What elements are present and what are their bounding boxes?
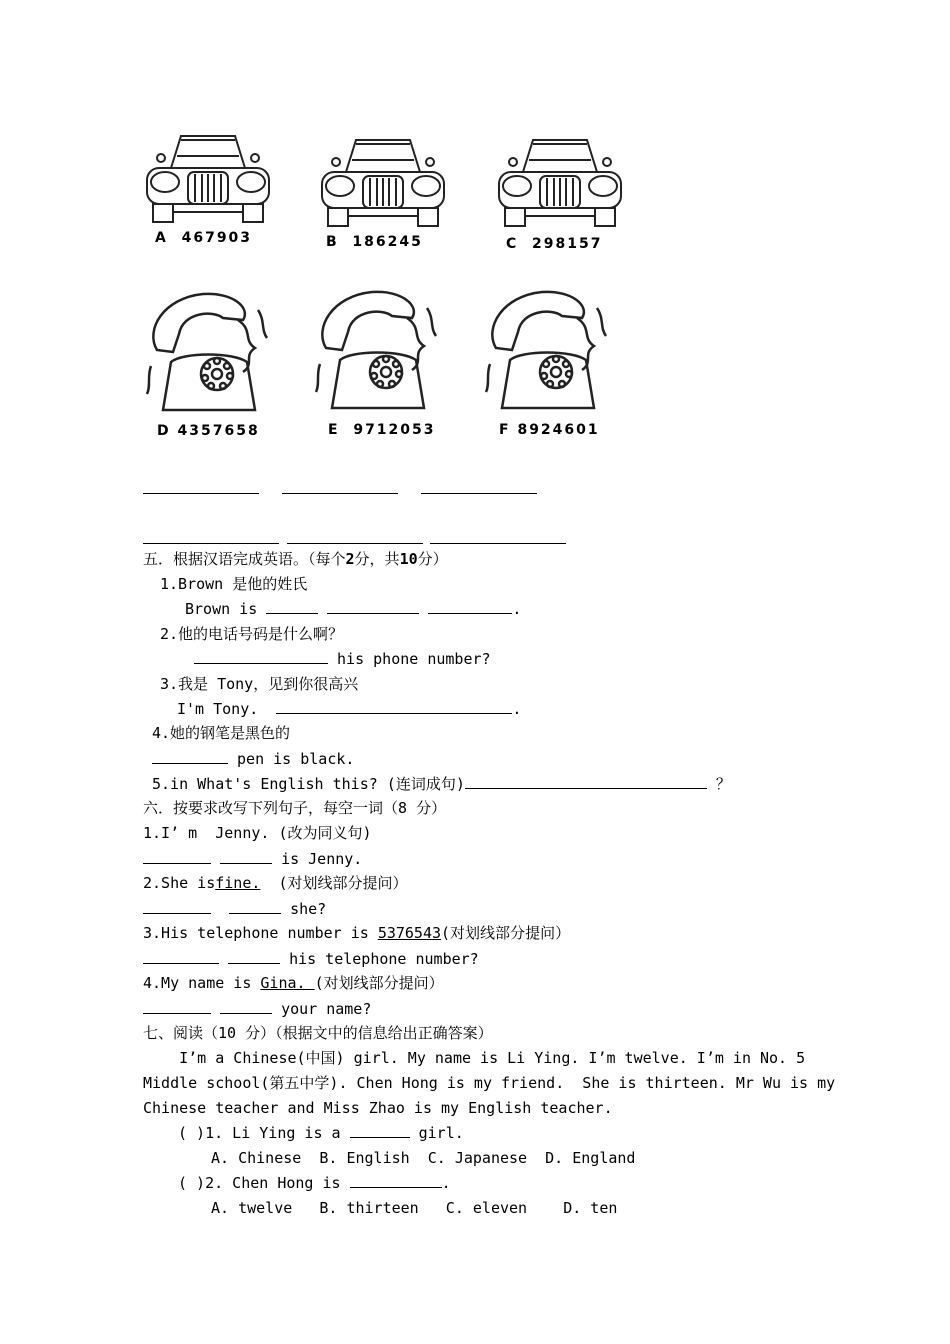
answer-line-5[interactable]	[287, 543, 423, 544]
s7-q2: ( )2. Chen Hong is .	[178, 1174, 451, 1192]
telephone-icon	[143, 290, 273, 415]
telephone-icon	[482, 288, 612, 413]
reading-passage-line-3: Chinese teacher and Miss Zhao is my English teacher.	[143, 1099, 613, 1117]
s6-q1: 1.I’ m Jenny. (改为同义句)	[143, 824, 372, 842]
phone-picture-f	[482, 288, 612, 408]
s6-q2-ans: she?	[143, 899, 326, 919]
blank[interactable]	[266, 599, 318, 614]
s5-q4-en: pen is black.	[152, 749, 354, 769]
phone-label-d: D 4357658	[157, 423, 260, 439]
phone-picture-d	[143, 290, 273, 410]
blank[interactable]	[143, 999, 211, 1014]
car-icon	[318, 132, 448, 232]
phone-picture-e	[312, 288, 442, 408]
car-label-b: B 186245	[326, 234, 423, 250]
section7-heading: 七、阅读（10 分）（根据文中的信息给出正确答案）	[143, 1024, 493, 1042]
blank[interactable]	[428, 599, 512, 614]
answer-line-3[interactable]	[421, 493, 537, 494]
s6-q3-ans: his telephone number?	[143, 949, 479, 969]
blank[interactable]	[228, 949, 280, 964]
answer-line-1[interactable]	[143, 493, 259, 494]
answer-line-6[interactable]	[430, 543, 566, 544]
s5-q3-cn: 3.我是 Tony，见到你很高兴	[160, 675, 359, 693]
blank[interactable]	[194, 649, 328, 664]
s7-q2-options[interactable]: A. twelve B. thirteen C. eleven D. ten	[211, 1199, 618, 1217]
s6-q4: 4.My name is Gina. (对划线部分提问）	[143, 974, 444, 992]
s7-q1: ( )1. Li Ying is a girl.	[178, 1124, 464, 1142]
section5-heading: 五．根据汉语完成英语。（每个2分，共10分）	[143, 550, 448, 568]
blank[interactable]	[143, 849, 211, 864]
answer-line-2[interactable]	[282, 493, 398, 494]
s6-q3: 3.His telephone number is 5376543(对划线部分提问）	[143, 924, 571, 942]
blank[interactable]	[220, 849, 272, 864]
car-picture-c	[495, 132, 625, 252]
car-label-c: C 298157	[506, 236, 603, 252]
s5-q5: 5.in What's English this? (连词成句) ？	[152, 775, 731, 793]
section6-heading: 六．按要求改写下列句子，每空一词（8 分）	[143, 799, 447, 817]
blank[interactable]	[276, 699, 512, 714]
s5-q3-en: I'm Tony. .	[177, 700, 522, 718]
s6-q2: 2.She isfine. (对划线部分提问）	[143, 874, 408, 892]
reading-passage-line-1: I’m a Chinese(中国) girl. My name is Li Ying. I’m twelve. I’m in No. 5	[143, 1049, 806, 1067]
blank[interactable]	[143, 899, 211, 914]
blank[interactable]	[350, 1123, 410, 1138]
reading-passage-line-2: Middle school(第五中学). Chen Hong is my friend. She is thirteen. Mr Wu is my	[143, 1074, 836, 1092]
telephone-icon	[312, 288, 442, 413]
car-label-a: A 467903	[155, 230, 253, 246]
s6-q1-ans: is Jenny.	[143, 849, 362, 869]
phone-label-f: F 8924601	[499, 422, 600, 438]
blank[interactable]	[220, 999, 272, 1014]
s5-q1-cn: 1.Brown 是他的姓氏	[160, 575, 308, 593]
s5-q1-en: Brown is .	[185, 600, 522, 618]
s5-q2-en: his phone number?	[194, 649, 491, 669]
car-icon	[143, 128, 273, 228]
blank[interactable]	[143, 949, 219, 964]
s7-q1-options[interactable]: A. Chinese B. English C. Japanese D. England	[211, 1149, 636, 1167]
blank[interactable]	[327, 599, 419, 614]
car-icon	[495, 132, 625, 232]
s6-q4-ans: your name?	[143, 999, 371, 1019]
blank[interactable]	[350, 1173, 442, 1188]
s5-q2-cn: 2.他的电话号码是什么啊？	[160, 625, 344, 643]
blank[interactable]	[229, 899, 281, 914]
s5-q4-cn: 4.她的钢笔是黑色的	[152, 724, 291, 742]
answer-line-4[interactable]	[143, 543, 279, 544]
phone-label-e: E 9712053	[328, 422, 436, 438]
blank[interactable]	[152, 749, 228, 764]
blank[interactable]	[465, 774, 707, 789]
